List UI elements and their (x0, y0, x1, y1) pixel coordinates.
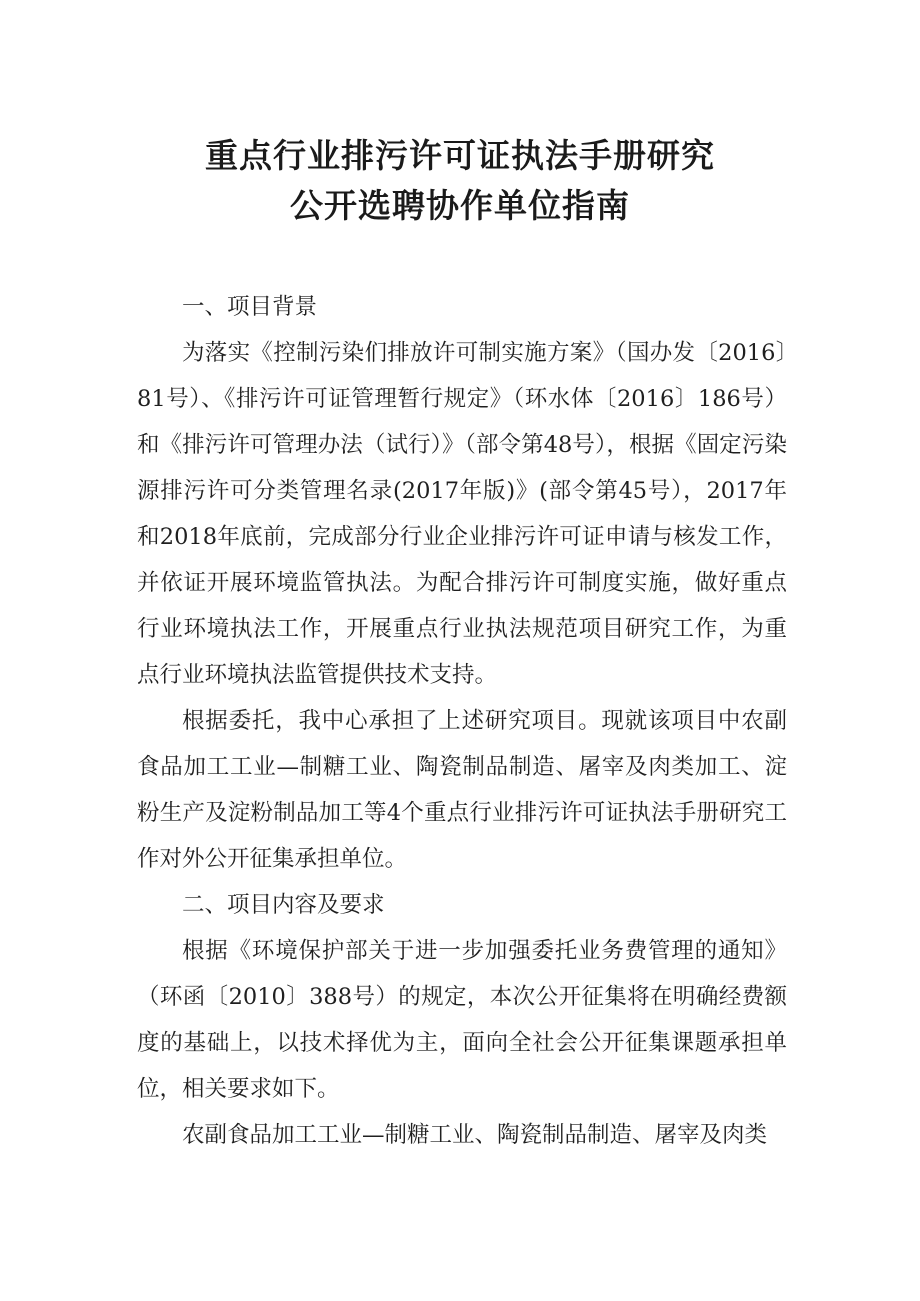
paragraph-requirements: 根据《环境保护部关于进一步加强委托业务费管理的通知》（环函〔2010〕388号）的规定，本次公开征集将在明确经费额度的基础上，以技术择优为主，面向全社会公开征集课题承担单位，相关要求如下。 (137, 938, 787, 1102)
paragraph-background: 为落实《控制污染们排放许可制实施方案》（国办发〔2016〕81号）、《排污许可证管理暂行规定》（环水体〔2016〕186号）和《排污许可管理办法（试行）》（部令第48号），根据《固定污染源排污许可分类管理名录(2017年版)》(部令第45号），2017年和2018年底前，完成部分行业企业排污许可证申请与核发工作，并依证开展环境监管执法。为配合排污许可制度实施，做好重点行业环境执法工作，开展重点行业执法规范项目研究工作，为重点行业环境执法监管提供技术支持。 (137, 340, 787, 688)
paragraph-commission: 根据委托，我中心承担了上述研究项目。现就该项目中农副食品加工工业—制糖工业、陶瓷制品制造、屠宰及肉类加工、淀粉生产及淀粉制品加工等4个重点行业排污许可证执法手册研究工作对外公开征集承担单位。 (137, 708, 787, 872)
document-title-line-2: 公开选聘协作单位指南 (290, 186, 630, 225)
document-title-line-1: 重点行业排污许可证执法手册研究 (205, 136, 715, 175)
section-heading-background: 一、项目背景 (182, 294, 318, 320)
section-heading-content: 二、项目内容及要求 (182, 892, 385, 918)
paragraph-industries: 农副食品加工工业—制糖工业、陶瓷制品制造、屠宰及肉类 (182, 1122, 768, 1148)
document-body (137, 284, 787, 1158)
